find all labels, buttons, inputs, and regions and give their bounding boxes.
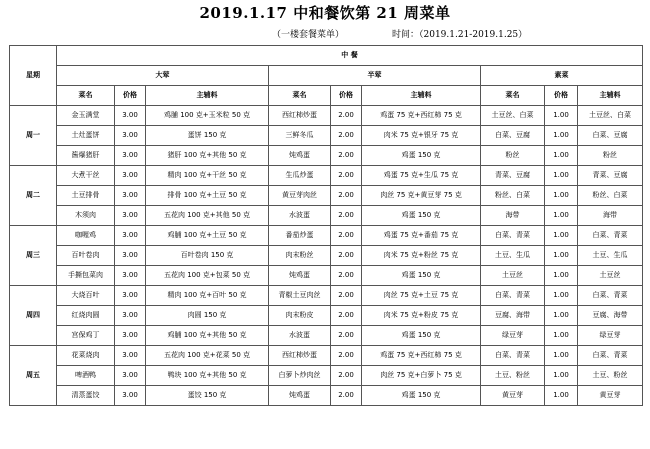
half-price-cell: 2.00 <box>331 386 362 406</box>
subtitle: （一楼套餐菜单） <box>272 30 345 40</box>
large-price-cell: 3.00 <box>115 366 146 386</box>
table-row <box>10 166 643 186</box>
half-dish-cell: 生瓜炒蛋 <box>269 166 331 186</box>
veg-price-cell: 1.00 <box>545 226 578 246</box>
table-row <box>10 106 643 126</box>
large-ingredients-cell: 肉圆 150 克 <box>146 306 269 326</box>
meal-header: 中 餐 <box>57 46 643 66</box>
column-header-dish: 菜名 <box>269 86 331 106</box>
large-dish-cell: 咖喱鸡 <box>57 226 115 246</box>
veg-price-cell: 1.00 <box>545 306 578 326</box>
column-header-dish: 菜名 <box>57 86 115 106</box>
column-header-dish: 菜名 <box>481 86 545 106</box>
half-dish-cell: 炖鸡蛋 <box>269 146 331 166</box>
veg-ingredients-cell: 豆腐、海带 <box>578 306 643 326</box>
veg-price-cell: 1.00 <box>545 186 578 206</box>
half-ingredients-cell: 鸡蛋 75 克+西红柿 75 克 <box>362 106 481 126</box>
half-dish-cell: 水波蛋 <box>269 326 331 346</box>
veg-price-cell: 1.00 <box>545 266 578 286</box>
large-ingredients-cell: 五花肉 100 克+花菜 50 克 <box>146 346 269 366</box>
large-ingredients-cell: 鸡脯 100 克+其他 50 克 <box>146 326 269 346</box>
large-price-cell: 3.00 <box>115 346 146 366</box>
large-ingredients-cell: 精肉 100 克+百叶 50 克 <box>146 286 269 306</box>
half-price-cell: 2.00 <box>331 226 362 246</box>
large-price-cell: 3.00 <box>115 326 146 346</box>
half-price-cell: 2.00 <box>331 266 362 286</box>
large-dish-cell: 清蒸蛋饺 <box>57 386 115 406</box>
veg-price-cell: 1.00 <box>545 106 578 126</box>
large-price-cell: 3.00 <box>115 126 146 146</box>
large-ingredients-cell: 排骨 100 克+土豆 50 克 <box>146 186 269 206</box>
veg-price-cell: 1.00 <box>545 126 578 146</box>
large-dish-cell: 红烧肉圆 <box>57 306 115 326</box>
large-ingredients-cell: 精肉 100 克+干丝 50 克 <box>146 166 269 186</box>
large-dish-cell: 手撕包菜肉 <box>57 266 115 286</box>
half-dish-cell: 炖鸡蛋 <box>269 266 331 286</box>
large-ingredients-cell: 五花肉 100 克+包菜 50 克 <box>146 266 269 286</box>
table-row <box>10 366 643 386</box>
large-price-cell: 3.00 <box>115 286 146 306</box>
veg-ingredients-cell: 黄豆芽 <box>578 386 643 406</box>
veg-ingredients-cell: 土豆丝、白菜 <box>578 106 643 126</box>
half-price-cell: 2.00 <box>331 186 362 206</box>
veg-price-cell: 1.00 <box>545 166 578 186</box>
half-price-cell: 2.00 <box>331 306 362 326</box>
half-dish-cell: 黄豆芽肉丝 <box>269 186 331 206</box>
large-ingredients-cell: 鸭块 100 克+其他 50 克 <box>146 366 269 386</box>
veg-dish-cell: 白菜、豆腐 <box>481 126 545 146</box>
veg-ingredients-cell: 青菜、豆腐 <box>578 166 643 186</box>
column-header-price: 价格 <box>331 86 362 106</box>
half-dish-cell: 西红柿炒蛋 <box>269 346 331 366</box>
table-row <box>10 186 643 206</box>
veg-ingredients-cell: 海带 <box>578 206 643 226</box>
veg-ingredients-cell: 土豆丝 <box>578 266 643 286</box>
half-ingredients-cell: 鸡蛋 75 克+生瓜 75 克 <box>362 166 481 186</box>
half-ingredients-cell: 鸡蛋 150 克 <box>362 146 481 166</box>
half-price-cell: 2.00 <box>331 106 362 126</box>
veg-dish-cell: 白菜、青菜 <box>481 226 545 246</box>
half-dish-cell: 番茄炒蛋 <box>269 226 331 246</box>
veg-dish-cell: 青菜、豆腐 <box>481 166 545 186</box>
veg-dish-cell: 粉丝、白菜 <box>481 186 545 206</box>
table-row <box>10 266 643 286</box>
half-price-cell: 2.00 <box>331 286 362 306</box>
veg-price-cell: 1.00 <box>545 206 578 226</box>
half-price-cell: 2.00 <box>331 246 362 266</box>
veg-dish-cell: 粉丝 <box>481 146 545 166</box>
large-ingredients-cell: 鸡脯 100 克+土豆 50 克 <box>146 226 269 246</box>
half-price-cell: 2.00 <box>331 126 362 146</box>
half-ingredients-cell: 肉丝 75 克+土豆 75 克 <box>362 286 481 306</box>
menu-table <box>9 45 643 406</box>
veg-dish-cell: 白菜、青菜 <box>481 346 545 366</box>
table-row <box>10 326 643 346</box>
half-dish-cell: 肉末粉皮 <box>269 306 331 326</box>
veg-price-cell: 1.00 <box>545 326 578 346</box>
half-price-cell: 2.00 <box>331 326 362 346</box>
half-ingredients-cell: 鸡蛋 150 克 <box>362 326 481 346</box>
half-price-cell: 2.00 <box>331 166 362 186</box>
large-dish-cell: 金玉满堂 <box>57 106 115 126</box>
large-dish-cell: 土豆排骨 <box>57 186 115 206</box>
large-dish-cell: 花菜烧肉 <box>57 346 115 366</box>
half-ingredients-cell: 鸡蛋 75 克+西红柿 75 克 <box>362 346 481 366</box>
large-dish-cell: 大煮干丝 <box>57 166 115 186</box>
half-dish-cell: 水波蛋 <box>269 206 331 226</box>
veg-dish-cell: 黄豆芽 <box>481 386 545 406</box>
large-price-cell: 3.00 <box>115 146 146 166</box>
half-dish-cell: 肉末粉丝 <box>269 246 331 266</box>
veg-dish-cell: 海带 <box>481 206 545 226</box>
half-ingredients-cell: 肉米 75 克+银牙 75 克 <box>362 126 481 146</box>
large-ingredients-cell: 蛋饺 150 克 <box>146 386 269 406</box>
veg-price-cell: 1.00 <box>545 246 578 266</box>
half-ingredients-cell: 肉丝 75 克+白萝卜 75 克 <box>362 366 481 386</box>
table-row <box>10 206 643 226</box>
large-price-cell: 3.00 <box>115 206 146 226</box>
day-label: 周五 <box>10 346 57 406</box>
large-price-cell: 3.00 <box>115 166 146 186</box>
large-price-cell: 3.00 <box>115 266 146 286</box>
half-dish-cell: 青椒土豆肉丝 <box>269 286 331 306</box>
large-ingredients-cell: 百叶卷肉 150 克 <box>146 246 269 266</box>
veg-price-cell: 1.00 <box>545 286 578 306</box>
table-row <box>10 346 643 366</box>
half-ingredients-cell: 肉丝 75 克+黄豆芽 75 克 <box>362 186 481 206</box>
veg-dish-cell: 土豆丝、白菜 <box>481 106 545 126</box>
large-ingredients-cell: 蛋饼 150 克 <box>146 126 269 146</box>
large-dish-cell: 宫保鸡丁 <box>57 326 115 346</box>
half-ingredients-cell: 鸡蛋 150 克 <box>362 386 481 406</box>
veg-dish-cell: 土豆、生瓜 <box>481 246 545 266</box>
veg-ingredients-cell: 粉丝 <box>578 146 643 166</box>
half-dish-cell: 白萝卜炒肉丝 <box>269 366 331 386</box>
half-dish-cell: 三鲜冬瓜 <box>269 126 331 146</box>
veg-dish-cell: 土豆、粉丝 <box>481 366 545 386</box>
half-ingredients-cell: 鸡蛋 150 克 <box>362 266 481 286</box>
half-price-cell: 2.00 <box>331 206 362 226</box>
veg-dish-cell: 豆腐、海带 <box>481 306 545 326</box>
half-ingredients-cell: 鸡蛋 150 克 <box>362 206 481 226</box>
day-label: 周四 <box>10 286 57 346</box>
veg-ingredients-cell: 白菜、青菜 <box>578 346 643 366</box>
large-price-cell: 3.00 <box>115 186 146 206</box>
half-price-cell: 2.00 <box>331 366 362 386</box>
column-header-ingredients: 主辅料 <box>578 86 643 106</box>
large-price-cell: 3.00 <box>115 106 146 126</box>
table-row <box>10 246 643 266</box>
day-label: 周二 <box>10 166 57 226</box>
large-price-cell: 3.00 <box>115 306 146 326</box>
day-label: 周一 <box>10 106 57 166</box>
time-range: 时间：（2019.1.21-2019.1.25） <box>392 30 528 40</box>
half-dish-cell: 西红柿炒蛋 <box>269 106 331 126</box>
category-half: 半荤 <box>269 66 481 86</box>
page-title: 2019.1.17 中和餐饮第 21 周菜单 <box>199 4 451 22</box>
large-dish-cell: 木须肉 <box>57 206 115 226</box>
veg-dish-cell: 土豆丝 <box>481 266 545 286</box>
large-dish-cell: 土灶蛋饼 <box>57 126 115 146</box>
table-row <box>10 386 643 406</box>
half-ingredients-cell: 肉米 75 克+粉丝 75 克 <box>362 246 481 266</box>
veg-price-cell: 1.00 <box>545 346 578 366</box>
half-dish-cell: 炖鸡蛋 <box>269 386 331 406</box>
veg-ingredients-cell: 土豆、生瓜 <box>578 246 643 266</box>
large-ingredients-cell: 鸡脯 100 克+玉米粒 50 克 <box>146 106 269 126</box>
table-row <box>10 306 643 326</box>
veg-ingredients-cell: 白菜、青菜 <box>578 286 643 306</box>
veg-ingredients-cell: 绿豆芽 <box>578 326 643 346</box>
veg-dish-cell: 绿豆芽 <box>481 326 545 346</box>
day-label: 周三 <box>10 226 57 286</box>
table-row <box>10 226 643 246</box>
column-header-ingredients: 主辅料 <box>146 86 269 106</box>
large-price-cell: 3.00 <box>115 246 146 266</box>
large-price-cell: 3.00 <box>115 386 146 406</box>
category-large: 大荤 <box>57 66 269 86</box>
table-row <box>10 126 643 146</box>
category-veg: 素菜 <box>481 66 643 86</box>
half-price-cell: 2.00 <box>331 346 362 366</box>
veg-ingredients-cell: 土豆、粉丝 <box>578 366 643 386</box>
veg-price-cell: 1.00 <box>545 146 578 166</box>
veg-price-cell: 1.00 <box>545 386 578 406</box>
large-dish-cell: 百叶卷肉 <box>57 246 115 266</box>
large-dish-cell: 酱爆猪肝 <box>57 146 115 166</box>
table-row <box>10 146 643 166</box>
large-dish-cell: 大烧百叶 <box>57 286 115 306</box>
large-ingredients-cell: 五花肉 100 克+其他 50 克 <box>146 206 269 226</box>
column-header-price: 价格 <box>115 86 146 106</box>
large-price-cell: 3.00 <box>115 226 146 246</box>
column-header-price: 价格 <box>545 86 578 106</box>
veg-ingredients-cell: 白菜、青菜 <box>578 226 643 246</box>
menu-body <box>10 106 643 406</box>
veg-ingredients-cell: 粉丝、白菜 <box>578 186 643 206</box>
half-ingredients-cell: 鸡蛋 75 克+番茄 75 克 <box>362 226 481 246</box>
veg-price-cell: 1.00 <box>545 366 578 386</box>
veg-ingredients-cell: 白菜、豆腐 <box>578 126 643 146</box>
large-dish-cell: 啤酒鸭 <box>57 366 115 386</box>
column-header-ingredients: 主辅料 <box>362 86 481 106</box>
large-ingredients-cell: 猪肝 100 克+其他 50 克 <box>146 146 269 166</box>
half-ingredients-cell: 肉米 75 克+粉皮 75 克 <box>362 306 481 326</box>
veg-dish-cell: 白菜、青菜 <box>481 286 545 306</box>
table-row <box>10 286 643 306</box>
week-header: 星期 <box>10 46 57 106</box>
half-price-cell: 2.00 <box>331 146 362 166</box>
